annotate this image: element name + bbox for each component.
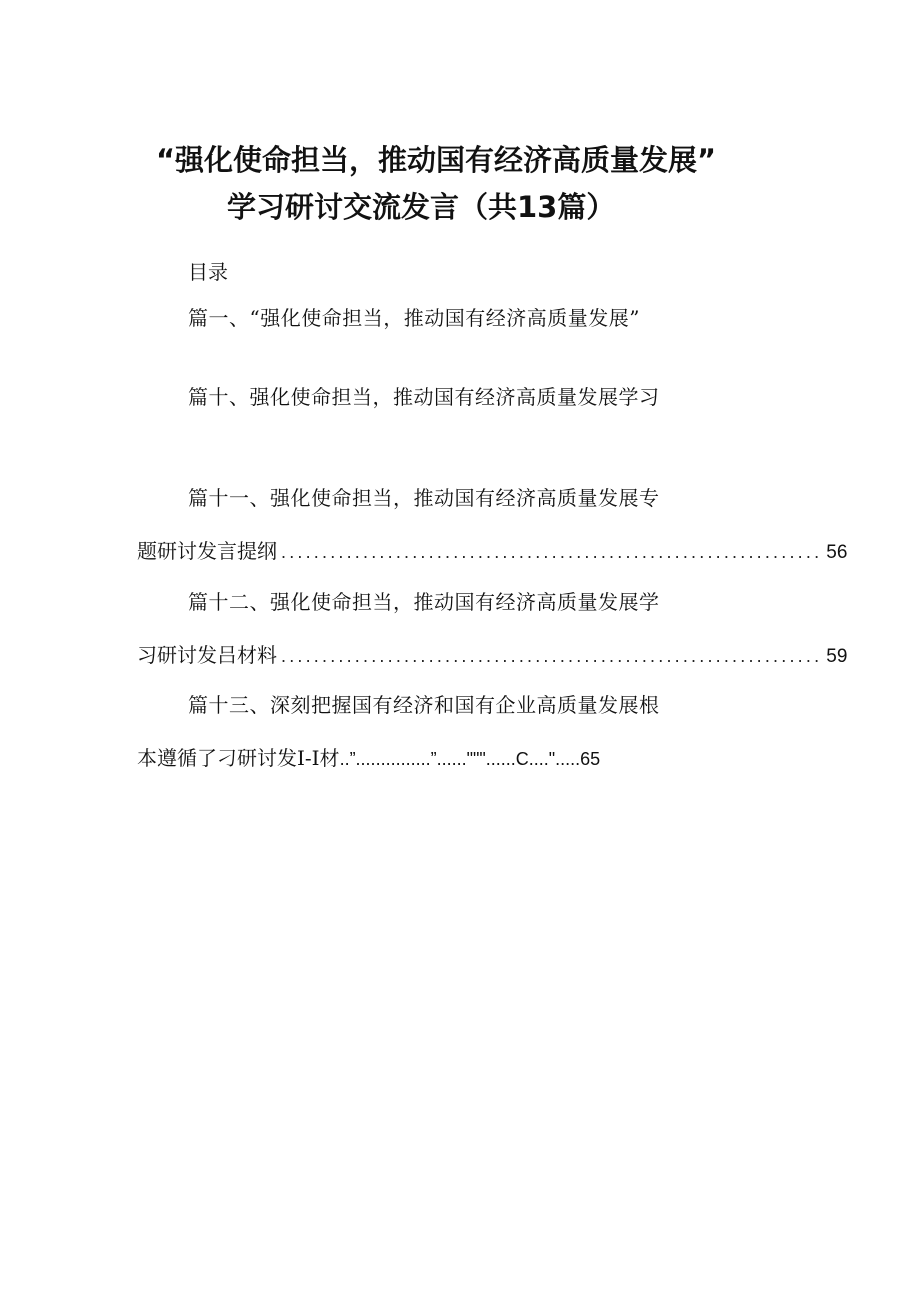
- toc-entry-11-line-1: 篇十一、强化使命担当，推动国有经济高质量发展专: [188, 486, 660, 510]
- toc-entry-12-line-2: [137, 639, 848, 668]
- toc-entry-12-page: 59: [826, 646, 848, 667]
- document-title-line-1: “强化使命担当，推动国有经济高质量发展”: [156, 143, 717, 177]
- dot-leader: ..................................................................: [281, 646, 823, 666]
- toc-entry-12-line-1: 篇十二、强化使命担当，推动国有经济高质量发展学: [188, 590, 660, 614]
- toc-entry-11-text: 题研讨发言提纲: [137, 539, 277, 563]
- toc-entry-10: 篇十、强化使命担当，推动国有经济高质量发展学习: [188, 385, 660, 409]
- toc-entry-11-page: 56: [826, 542, 848, 563]
- toc-entry-13-text: 本遵循了刁研讨发I-I材: [137, 746, 340, 770]
- document-title-line-2: 学习研讨交流发言（共13篇）: [227, 190, 616, 224]
- toc-entry-11-line-2: [137, 535, 848, 564]
- toc-entry-13-tail: ..”...............”......"""......C....".....65: [339, 749, 601, 769]
- dot-leader: ..................................................................: [281, 542, 823, 562]
- toc-entry-1: 篇一、“强化使命担当，推动国有经济高质量发展”: [188, 306, 640, 330]
- toc-entry-13-line-1: 篇十三、深刻把握国有经济和国有企业高质量发展根: [188, 693, 660, 717]
- toc-entry-13-line-2: [137, 742, 600, 771]
- toc-entry-12-text: 习研讨发吕材料: [137, 643, 277, 667]
- toc-heading: 目录: [188, 260, 228, 284]
